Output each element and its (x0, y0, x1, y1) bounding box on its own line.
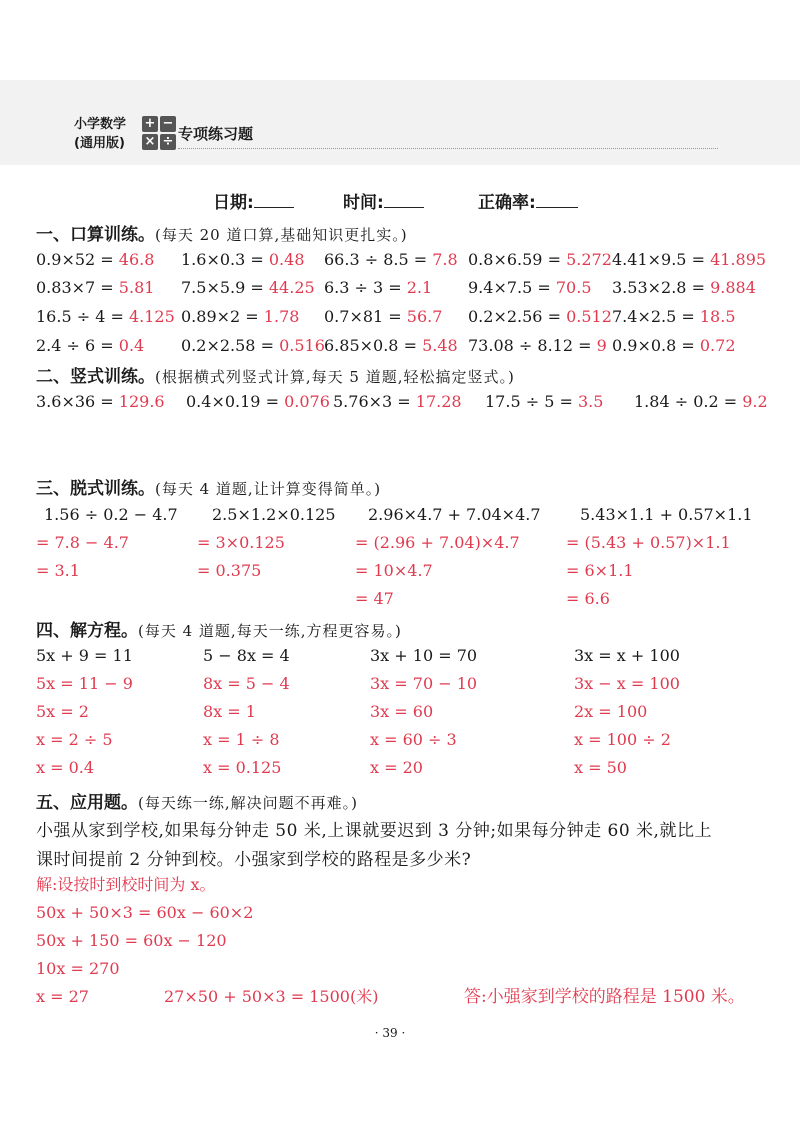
oral-item: 1.6×0.3 = 0.48 (181, 250, 305, 269)
oral-item: 0.9×0.8 = 0.72 (612, 336, 736, 355)
vertical-calc-item: 3.6×36 = 129.6 (36, 392, 165, 411)
solution-row (0, 928, 800, 954)
equation-step: x = 50 (574, 758, 627, 777)
oral-item: 6.85×0.8 = 5.48 (324, 336, 458, 355)
series-title: 专项练习题 (178, 125, 254, 143)
accuracy-label: 正确率: (478, 193, 536, 213)
oral-item: 66.3 ÷ 8.5 = 7.8 (324, 250, 458, 269)
stepwise-step: = 3.1 (36, 561, 80, 580)
stepwise-problem: 5.43×1.1 + 0.57×1.1 (580, 505, 753, 524)
equation: 5x + 9 = 11 (36, 646, 133, 665)
stepwise-step: = 6.6 (566, 589, 610, 608)
oral-item: 9.4×7.5 = 70.5 (468, 278, 592, 297)
equation-step: 3x = 70 − 10 (370, 674, 478, 693)
solution-calc: 27×50 + 50×3 = 1500(米) (164, 987, 379, 1006)
oral-item: 0.89×2 = 1.78 (181, 307, 300, 326)
vertical-calc-item: 17.5 ÷ 5 = 3.5 (485, 392, 604, 411)
date-blank (254, 191, 294, 208)
solution-step: 10x = 270 (36, 959, 120, 978)
solution-row (0, 956, 800, 982)
equation-step: x = 60 ÷ 3 (370, 730, 457, 749)
word-problem-line1: 小强从家到学校,如果每分钟走 50 米,上课就要迟到 3 分钟;如果每分钟走 60 米,就比上 (36, 821, 712, 841)
solution-answer: 答:小强家到学校的路程是 1500 米。 (464, 987, 745, 1007)
minus-icon: − (160, 116, 176, 132)
stepwise-step: = (5.43 + 0.57)×1.1 (566, 533, 731, 552)
equation-step: x = 2 ÷ 5 (36, 730, 113, 749)
solution-row (0, 984, 800, 1010)
equation-step: 3x = 60 (370, 702, 434, 721)
vertical-calc-row (0, 389, 800, 415)
equation-step-row (0, 755, 800, 781)
divide-icon: ÷ (160, 134, 176, 150)
oral-item: 0.83×7 = 5.81 (36, 278, 155, 297)
oral-item: 0.2×2.58 = 0.516 (181, 336, 325, 355)
solution-step: 50x + 150 = 60x − 120 (36, 931, 227, 950)
stepwise-problem: 1.56 ÷ 0.2 − 4.7 (44, 505, 178, 524)
stepwise-step: = 3×0.125 (197, 533, 285, 552)
stepwise-step: = 10×4.7 (355, 561, 433, 580)
stepwise-row (0, 530, 800, 556)
stepwise-row (0, 586, 800, 612)
oral-row (0, 247, 800, 273)
header-divider (178, 148, 718, 149)
oral-item: 7.5×5.9 = 44.25 (181, 278, 315, 297)
operators-logo-icon (142, 116, 176, 150)
section-1-heading: 一、口算训练。(每天 20 道口算,基础知识更扎实。) (36, 225, 408, 245)
equation-step-row (0, 727, 800, 753)
section-2-heading: 二、竖式训练。(根据横式列竖式计算,每天 5 道题,轻松搞定竖式。) (36, 367, 515, 387)
oral-row (0, 275, 800, 301)
oral-item: 0.2×2.56 = 0.512 (468, 307, 612, 326)
brand-line1: 小学数学 (74, 117, 127, 132)
section-4-heading: 四、解方程。(每天 4 道题,每天一练,方程更容易。) (36, 621, 402, 641)
equation: 3x + 10 = 70 (370, 646, 478, 665)
solution-row (0, 872, 800, 898)
times-icon: × (142, 134, 158, 150)
stepwise-problem: 2.5×1.2×0.125 (212, 505, 336, 524)
solution-row (0, 900, 800, 926)
oral-item: 7.4×2.5 = 18.5 (612, 307, 736, 326)
solution-step: 50x + 50×3 = 60x − 60×2 (36, 903, 254, 922)
accuracy-field (478, 188, 578, 213)
brand (74, 115, 126, 153)
accuracy-blank (536, 191, 578, 208)
equation-step-row (0, 671, 800, 697)
page-number: · 39 · (374, 1026, 406, 1040)
section-3-heading: 三、脱式训练。(每天 4 道题,让计算变得简单。) (36, 479, 382, 499)
oral-item: 0.7×81 = 56.7 (324, 307, 443, 326)
stepwise-step: = 7.8 − 4.7 (36, 533, 129, 552)
oral-item: 4.41×9.5 = 41.895 (612, 250, 767, 269)
equation: 3x = x + 100 (574, 646, 680, 665)
stepwise-step: = 0.375 (197, 561, 262, 580)
section-5-heading: 五、应用题。(每天练一练,解决问题不再难。) (36, 793, 358, 813)
plus-icon: + (142, 116, 158, 132)
equation-step: x = 0.4 (36, 758, 95, 777)
equations-row (0, 643, 800, 669)
date-field (213, 188, 294, 213)
vertical-calc-item: 5.76×3 = 17.28 (333, 392, 462, 411)
solution-step: x = 27 (36, 987, 89, 1006)
vertical-calc-item: 1.84 ÷ 0.2 = 9.2 (634, 392, 768, 411)
equation-step-row (0, 699, 800, 725)
solution-step: 解:设按时到校时间为 x。 (36, 875, 216, 894)
stepwise-step: = (2.96 + 7.04)×4.7 (355, 533, 520, 552)
oral-item: 0.8×6.59 = 5.272 (468, 250, 612, 269)
oral-item: 2.4 ÷ 6 = 0.4 (36, 336, 145, 355)
equation-step: x = 1 ÷ 8 (203, 730, 280, 749)
equation: 5 − 8x = 4 (203, 646, 290, 665)
vertical-calc-item: 0.4×0.19 = 0.076 (186, 392, 330, 411)
equation-step: 8x = 5 − 4 (203, 674, 290, 693)
equation-step: 5x = 11 − 9 (36, 674, 133, 693)
oral-item: 73.08 ÷ 8.12 = 9 (468, 336, 607, 355)
word-problem-line2: 课时间提前 2 分钟到校。小强家到学校的路程是多少米? (36, 850, 472, 870)
stepwise-problems-row (0, 502, 800, 528)
brand-line2: (通用版) (74, 136, 125, 151)
stepwise-problem: 2.96×4.7 + 7.04×4.7 (368, 505, 541, 524)
oral-item: 16.5 ÷ 4 = 4.125 (36, 307, 175, 326)
oral-item: 6.3 ÷ 3 = 2.1 (324, 278, 433, 297)
time-blank (384, 191, 424, 208)
equation-step: 5x = 2 (36, 702, 89, 721)
stepwise-step: = 6×1.1 (566, 561, 634, 580)
oral-item: 0.9×52 = 46.8 (36, 250, 155, 269)
stepwise-row (0, 558, 800, 584)
stepwise-step: = 47 (355, 589, 394, 608)
oral-item: 3.53×2.8 = 9.884 (612, 278, 756, 297)
time-field (343, 188, 424, 213)
equation-step: x = 0.125 (203, 758, 282, 777)
oral-row (0, 304, 800, 330)
date-label: 日期: (213, 193, 254, 213)
equation-step: 3x − x = 100 (574, 674, 680, 693)
equation-step: x = 20 (370, 758, 423, 777)
time-label: 时间: (343, 193, 384, 213)
equation-step: 2x = 100 (574, 702, 648, 721)
oral-row (0, 333, 800, 359)
equation-step: x = 100 ÷ 2 (574, 730, 671, 749)
equation-step: 8x = 1 (203, 702, 256, 721)
